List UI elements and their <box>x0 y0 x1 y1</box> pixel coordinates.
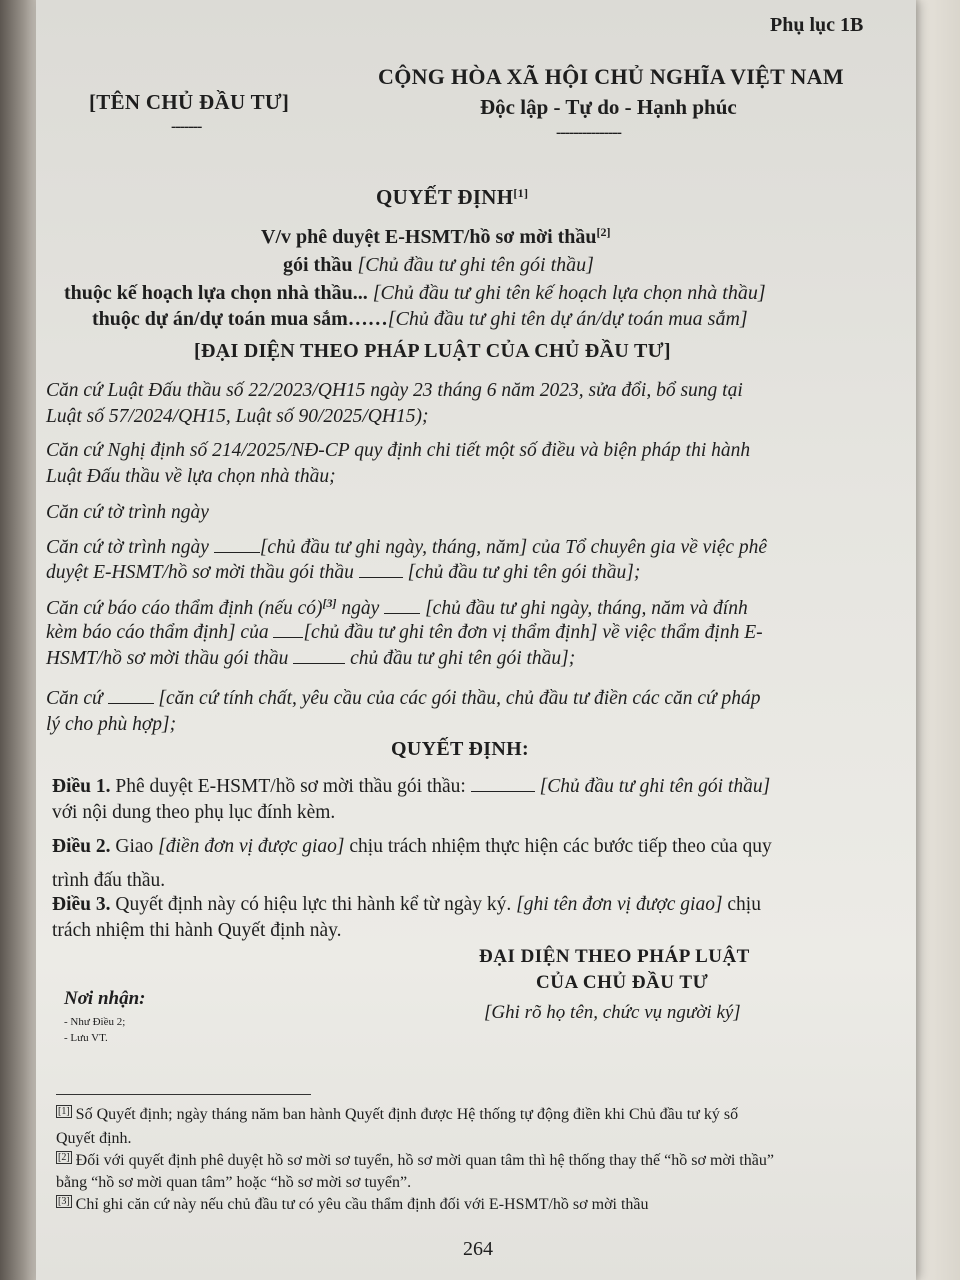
basis-6-line-1: Căn cứ [căn cứ tính chất, yêu cầu của các gói thầu, chủ đầu tư điền các căn cứ pháp <box>46 688 761 709</box>
owner-name: [TÊN CHỦ ĐẦU TƯ] <box>89 90 290 114</box>
basis-4-line-1: Căn cứ tờ trình ngày [chủ đầu tư ghi ngày, tháng, năm] của Tổ chuyên gia về việc phê <box>46 537 768 558</box>
blank-field <box>108 689 154 704</box>
basis-4-line-2: duyệt E-HSMT/hồ sơ mời thầu gói thầu [chủ đầu tư ghi tên gói thầu]; <box>46 562 641 583</box>
subject-line-2: gói thầu [Chủ đầu tư ghi tên gói thầu] <box>283 254 594 276</box>
footnote-2-line-2: bằng “hồ sơ mời quan tâm” hoặc “hồ sơ mời sơ tuyển”. <box>56 1174 412 1191</box>
document-title: QUYẾT ĐỊNH[1] <box>376 185 529 209</box>
basis-5-line-2: kèm báo cáo thẩm định] của [chủ đầu tư ghi tên đơn vị thẩm định] về việc thẩm định E- <box>46 622 763 643</box>
article-3-line-2: trách nhiệm thi hành Quyết định này. <box>52 920 342 941</box>
basis-6-line-2: lý cho phù hợp]; <box>46 714 177 735</box>
blank-field <box>293 649 345 664</box>
footnote-1-line-2: Quyết định. <box>56 1130 132 1147</box>
blank-field <box>384 599 420 614</box>
blank-field <box>214 538 260 553</box>
article-1-line-2: với nội dung theo phụ lục đính kèm. <box>52 802 336 823</box>
recipients-label: Nơi nhận: <box>64 988 146 1009</box>
subject-line-3: thuộc kế hoạch lựa chọn nhà thầu... [Chủ đầu tư ghi tên kế hoạch lựa chọn nhà thầu] <box>64 282 766 304</box>
appendix-label: Phụ lục 1B <box>770 14 864 36</box>
footnote-ref-2: [2] <box>596 225 611 239</box>
page-number: 264 <box>463 1238 493 1260</box>
book-left-edge <box>0 0 40 1280</box>
recipient-item: - Như Điều 2; <box>64 1016 126 1028</box>
footnote-2-line-1: [2] Đối với quyết định phê duyệt hồ sơ mời sơ tuyển, hồ sơ mời quan tâm thì hệ thống thay thế “hồ sơ mời thầu” <box>58 1152 774 1169</box>
recipient-item: - Lưu VT. <box>64 1032 108 1044</box>
blank-field <box>359 563 403 578</box>
signature-note: [Ghi rõ họ tên, chức vụ người ký] <box>484 1002 741 1023</box>
blank-field <box>471 777 535 792</box>
article-1-line-1: Điều 1. Phê duyệt E-HSMT/hồ sơ mời thầu gói thầu: [Chủ đầu tư ghi tên gói thầu] <box>52 776 771 797</box>
basis-5-line-1: Căn cứ báo cáo thẩm định (nếu có)[3] ngày [chủ đầu tư ghi ngày, tháng, năm và đính <box>46 596 748 619</box>
subject-line-4: thuộc dự án/dự toán mua sắm……[Chủ đầu tư ghi tên dự án/dự toán mua sắm] <box>92 308 748 330</box>
footnote-ref-1: [1] <box>513 186 529 200</box>
basis-3: Căn cứ tờ trình ngày <box>46 502 209 523</box>
document-page <box>36 0 916 1280</box>
signature-title-1: ĐẠI DIỆN THEO PHÁP LUẬT <box>479 946 750 967</box>
footnote-ref-3: [3] <box>322 596 337 610</box>
subject-line-1: V/v phê duyệt E-HSMT/hồ sơ mời thầu[2] <box>261 225 611 248</box>
footnote-1-line-1: [1] Số Quyết định; ngày tháng năm ban hành Quyết định được Hệ thống tự động điền khi Chủ đầu tư ký số <box>58 1106 739 1123</box>
decision-heading: QUYẾT ĐỊNH: <box>391 738 529 760</box>
motto-rule: --------------- <box>556 124 621 141</box>
article-2-line-2: trình đấu thầu. <box>52 870 166 891</box>
article-3-line-1: Điều 3. Quyết định này có hiệu lực thi hành kể từ ngày ký. [ghi tên đơn vị được giao] chịu <box>52 894 761 915</box>
footnote-divider <box>56 1094 311 1095</box>
national-title: CỘNG HÒA XÃ HỘI CHỦ NGHĨA VIỆT NAM <box>378 64 844 89</box>
article-2-line-1: Điều 2. Giao [điền đơn vị được giao] chịu trách nhiệm thực hiện các bước tiếp theo của quy <box>52 836 772 857</box>
basis-1-line-1: Căn cứ Luật Đấu thầu số 22/2023/QH15 ngày 23 tháng 6 năm 2023, sửa đổi, bổ sung tại <box>46 380 743 401</box>
basis-2-line-1: Căn cứ Nghị định số 214/2025/NĐ-CP quy định chi tiết một số điều và biện pháp thi hành <box>46 440 751 461</box>
basis-2-line-2: Luật Đấu thầu về lựa chọn nhà thầu; <box>46 466 336 487</box>
blank-field <box>273 623 303 638</box>
representative-heading: [ĐẠI DIỆN THEO PHÁP LUẬT CỦA CHỦ ĐẦU TƯ] <box>194 340 671 362</box>
owner-rule: ------- <box>171 118 202 135</box>
national-motto: Độc lập - Tự do - Hạnh phúc <box>480 95 737 119</box>
basis-5-line-3: HSMT/hồ sơ mời thầu gói thầu chủ đầu tư ghi tên gói thầu]; <box>46 648 576 669</box>
footnote-3: [3] Chỉ ghi căn cứ này nếu chủ đầu tư có yêu cầu thẩm định đối với E-HSMT/hồ sơ mời thầu <box>58 1196 649 1213</box>
basis-1-line-2: Luật số 57/2024/QH15, Luật số 90/2025/QH15); <box>46 406 429 427</box>
signature-title-2: CỦA CHỦ ĐẦU TƯ <box>536 972 709 993</box>
